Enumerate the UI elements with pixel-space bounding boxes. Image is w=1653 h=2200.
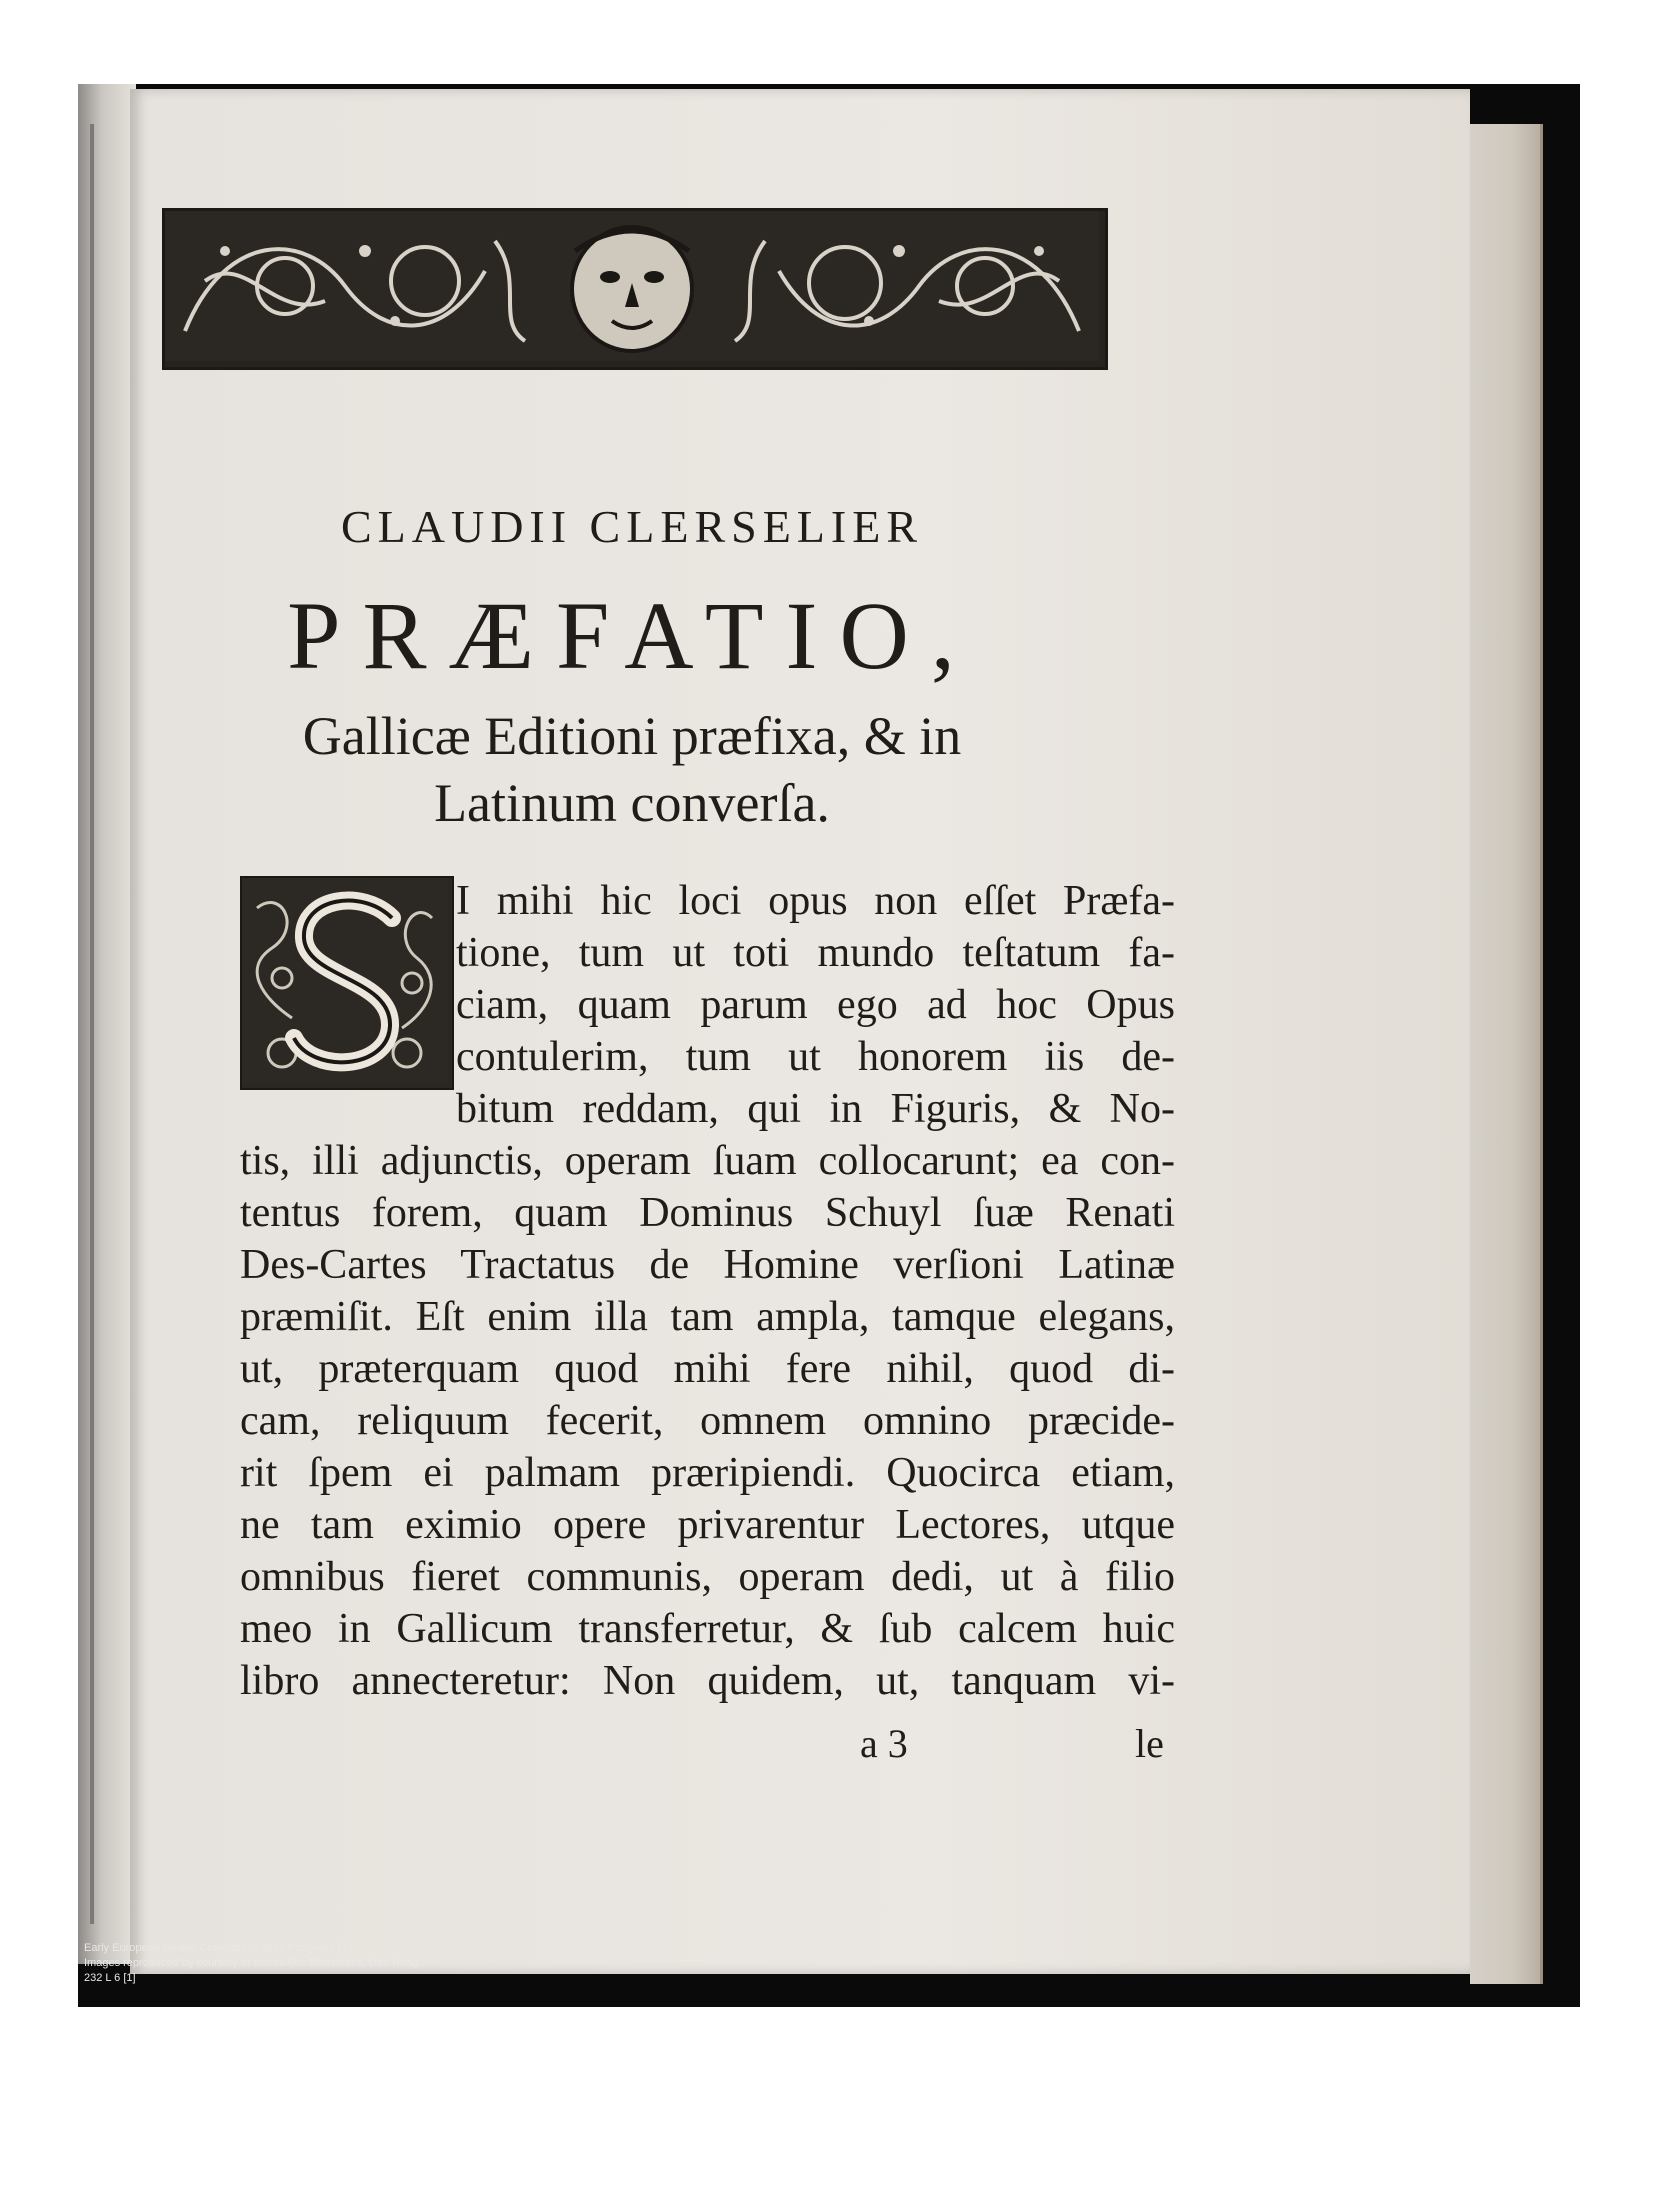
body-line: ne tam eximio opere privarentur Lectores, utque <box>240 1502 1175 1548</box>
body-line: Des-Cartes Tractatus de Homine verſioni Latinæ <box>240 1242 1175 1288</box>
copyright-footer <box>78 1937 550 2015</box>
author-name: CLAUDII CLERSELIER <box>340 501 923 552</box>
facing-page-edge <box>78 84 136 1964</box>
page-title: PRÆFATIO, <box>287 582 977 689</box>
subtitle-line-1: Gallicæ Editioni præfixa, & in <box>302 706 962 766</box>
body-line: ut, præterquam quod mihi fere nihil, quod di- <box>240 1346 1175 1392</box>
body-line: contulerim, tum ut honorem iis de- <box>456 1034 1175 1080</box>
ornamental-headpiece <box>162 208 1108 370</box>
body-line: ciam, quam parum ego ad hoc Opus <box>456 982 1175 1028</box>
footer-line-1: Early European Books, Copyright © 2011 ProQuest LLC. <box>84 1942 361 1954</box>
book-edge <box>1470 124 1543 1984</box>
body-line: cam, reliquum fecerit, omnem omnino præcide- <box>240 1398 1175 1444</box>
face-mask-icon <box>572 227 692 351</box>
catchword: le <box>1135 1721 1164 1766</box>
decorated-initial-s <box>240 876 454 1090</box>
facing-page-fold <box>90 124 94 1924</box>
signature-mark: a 3 <box>860 1721 908 1766</box>
body-line: meo in Gallicum transferretur, & ſub calcem huic <box>240 1606 1175 1652</box>
body-line: rit ſpem ei palmam præripiendi. Quocirca etiam, <box>240 1450 1175 1496</box>
footer-line-2: Images reproduced by courtesy of Koninklijke Bibliotheek, Den Haag. <box>84 1957 422 1969</box>
body-line: tis, illi adjunctis, operam ſuam collocarunt; ea con- <box>240 1138 1175 1184</box>
body-line: tentus forem, quam Dominus Schuyl ſuæ Renati <box>240 1190 1175 1236</box>
subtitle-line-2: Latinum converſa. <box>434 773 830 833</box>
body-line: I mihi hic loci opus non eſſet Præfa- <box>456 878 1175 924</box>
body-line: libro annecteretur: Non quidem, ut, tanquam vi- <box>240 1658 1175 1704</box>
body-line: bitum reddam, qui in Figuris, & No- <box>456 1086 1175 1132</box>
footer-line-3: 232 L 6 [1] <box>84 1972 136 1984</box>
body-line: tione, tum ut toti mundo teſtatum fa- <box>456 930 1175 976</box>
body-line: præmiſit. Eſt enim illa tam ampla, tamque elegans, <box>240 1294 1175 1340</box>
body-line: omnibus fieret communis, operam dedi, ut à filio <box>240 1554 1175 1600</box>
